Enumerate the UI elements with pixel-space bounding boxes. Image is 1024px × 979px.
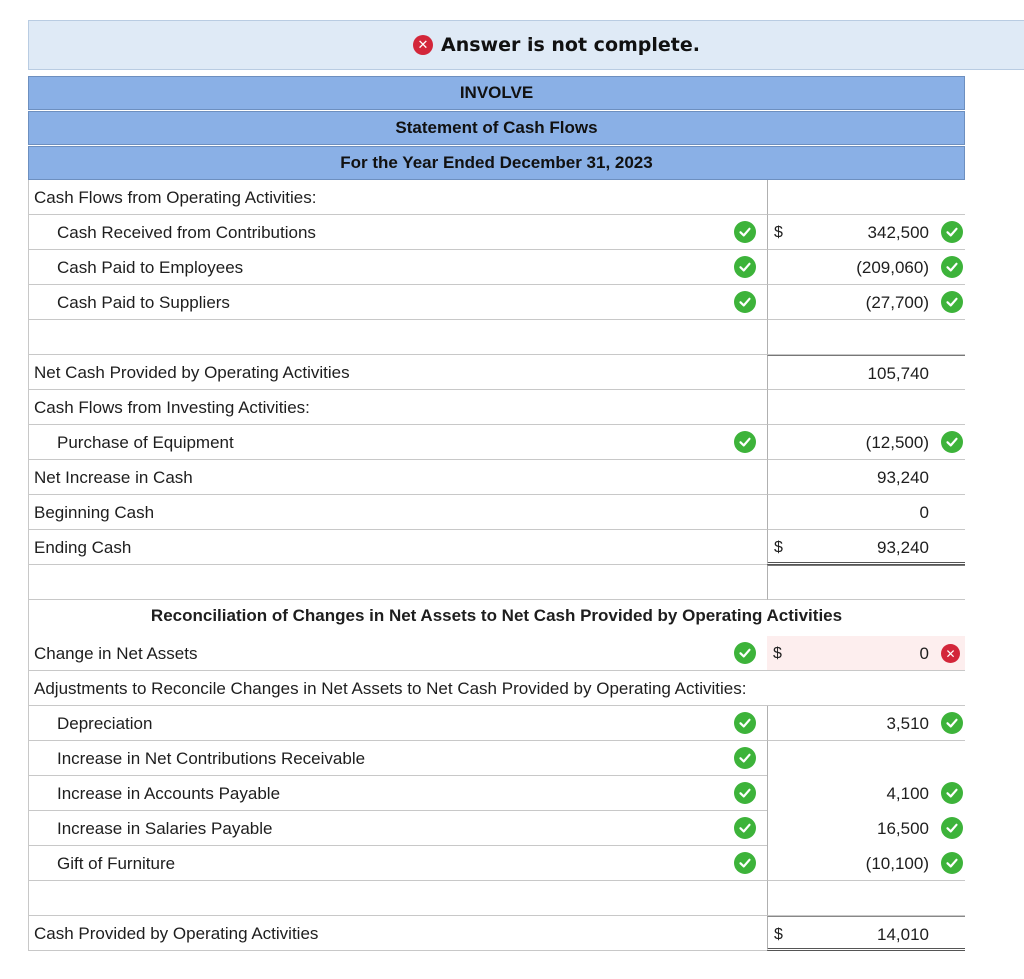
adjustment-row-label: Increase in Net Contributions Receivable [57,749,366,768]
statement-period: For the Year Ended December 31, 2023 [28,146,965,180]
adjustments-label: Adjustments to Reconcile Changes in Net Assets to Net Cash Provided by Operating Activities: [34,679,747,698]
correct-check-icon [941,817,963,839]
statement-row-label: Cash Paid to Suppliers [57,293,230,312]
statement-row-amount-input[interactable] [767,250,965,285]
adjustment-row [28,741,965,776]
change-in-net-assets-input[interactable]: $ 0 ✕ [767,636,965,671]
statement-row-amount-input[interactable] [767,460,965,495]
statement-row [28,530,965,565]
statement-row-label: Purchase of Equipment [57,433,234,452]
correct-check-icon [941,782,963,804]
correct-check-icon [941,431,963,453]
cash-provided-total-row [28,916,965,951]
correct-check-icon [734,782,756,804]
correct-check-icon [734,291,756,313]
adjustment-row-label: Increase in Accounts Payable [57,784,281,803]
adjustments-label-row [28,671,965,706]
statement-row-amount-input[interactable] [767,425,965,460]
statement-row-value: (27,700) [865,293,929,312]
correct-check-icon [941,221,963,243]
adjustment-row-amount-input[interactable] [767,811,965,846]
statement-row-amount-input[interactable] [767,355,965,390]
adjustment-row-amount-input[interactable] [767,776,965,811]
adjustment-row-value: 4,100 [886,784,929,803]
statement-title: Statement of Cash Flows [28,111,965,145]
adjustment-row-label: Depreciation [57,714,153,733]
adjustment-row-amount-input[interactable] [767,741,965,776]
statement-row-amount-input[interactable] [767,495,965,530]
statement-row-amount-input[interactable] [767,285,965,320]
adjustment-row-value: (10,100) [865,854,929,873]
adjustment-row-label: Increase in Salaries Payable [57,819,273,838]
correct-check-icon [941,712,963,734]
statement-row [28,180,965,215]
statement-row-label: Cash Flows from Operating Activities: [34,188,317,207]
statement-row-value: (12,500) [865,433,929,452]
adjustment-row-amount-input[interactable] [767,846,965,881]
correct-check-icon [734,747,756,769]
statement-row-label: Cash Flows from Investing Activities: [34,398,310,417]
statement-row-value: (209,060) [856,258,929,277]
change-in-net-assets-label: Change in Net Assets [34,644,198,663]
change-in-net-assets-value: 0 [919,644,929,663]
adjustment-row-value: 16,500 [877,819,929,838]
correct-check-icon [734,712,756,734]
reconciliation-title: Reconciliation of Changes in Net Assets to Net Cash Provided by Operating Activities [150,606,843,625]
correct-check-icon [734,431,756,453]
change-in-net-assets-row [28,636,965,671]
correct-check-icon [734,642,756,664]
statement-row-amount-input[interactable]: $ 93,240 [767,530,965,565]
statement-row-amount-input[interactable] [767,320,965,355]
blank-row [28,881,965,916]
statement-row-value: 105,740 [867,364,929,383]
statement-row-label: Cash Received from Contributions [57,223,316,242]
statement-row-value: 342,500 [867,223,929,242]
statement-row [28,320,965,355]
cash-provided-input[interactable]: $ 14,010 [767,916,965,951]
statement-row [28,215,965,250]
statement-row [28,565,965,600]
adjustment-row [28,776,965,811]
feedback-banner [28,20,1024,70]
feedback-message: Answer is not complete. [441,34,700,56]
correct-check-icon [734,256,756,278]
adjustment-row [28,846,965,881]
correct-check-icon [734,221,756,243]
statement-row-amount-input[interactable] [767,180,965,215]
correct-check-icon [734,817,756,839]
statement-row-label: Net Cash Provided by Operating Activities [34,363,350,382]
adjustment-row [28,706,965,741]
statement-row-value: 93,240 [877,468,929,487]
correct-check-icon [734,852,756,874]
statement-row-label: Ending Cash [34,538,132,557]
statement-row-label: Cash Paid to Employees [57,258,244,277]
statement-row-label: Net Increase in Cash [34,468,193,487]
adjustment-row-label: Gift of Furniture [57,854,176,873]
statement-row-value: 93,240 [877,538,929,557]
statement-row [28,390,965,425]
company-name: INVOLVE [28,76,965,110]
statement-row [28,495,965,530]
statement-row-amount-input[interactable] [767,390,965,425]
statement-row-amount-input[interactable]: $ 342,500 [767,215,965,250]
correct-check-icon [941,256,963,278]
correct-check-icon [941,852,963,874]
statement-row [28,250,965,285]
error-x-icon: ✕ [413,35,433,55]
correct-check-icon [941,291,963,313]
adjustment-row-amount-input[interactable] [767,706,965,741]
statement-row-label: Beginning Cash [34,503,155,522]
statement-row [28,285,965,320]
adjustment-row-value: 3,510 [886,714,929,733]
statement-row-value: 0 [919,503,929,522]
adjustment-row [28,811,965,846]
cash-provided-value: 14,010 [877,925,929,944]
statement-row [28,460,965,495]
statement-row-amount-input[interactable] [767,565,965,600]
incorrect-x-icon: ✕ [941,644,960,663]
statement-row [28,425,965,460]
cash-provided-label: Cash Provided by Operating Activities [34,924,319,943]
statement-row [28,355,965,390]
